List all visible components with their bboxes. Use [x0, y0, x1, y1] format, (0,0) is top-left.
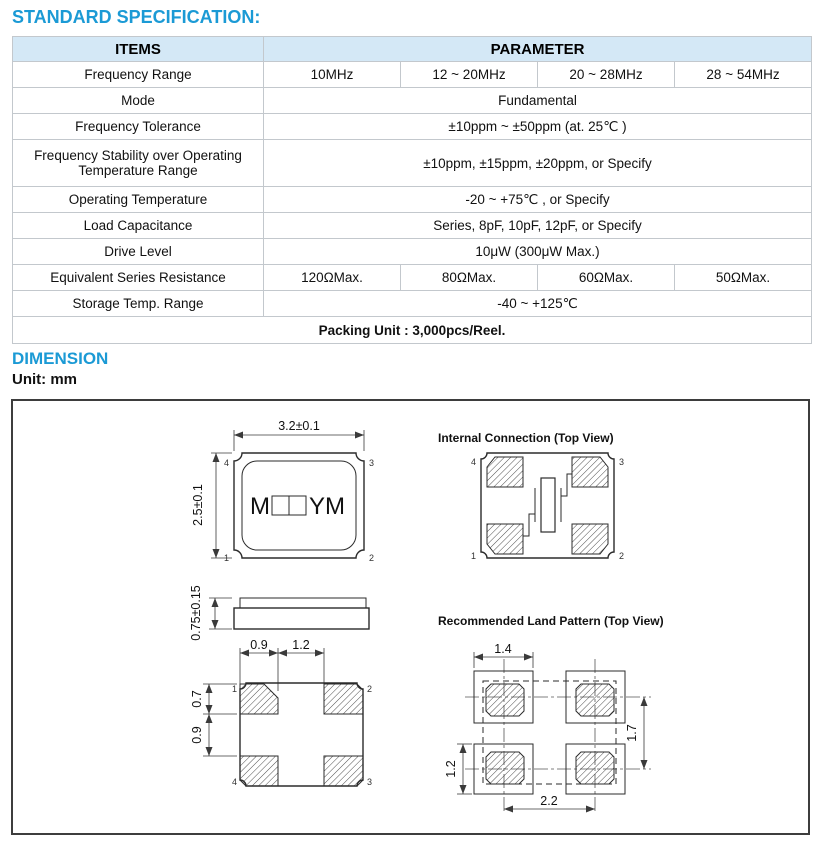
marking-box [289, 496, 306, 515]
row-value: 120ΩMax. [264, 265, 401, 291]
corner-pad [487, 457, 523, 487]
row-value: ±10ppm ~ ±50ppm (at. 25℃ ) [264, 114, 812, 140]
pin-label: 4 [231, 777, 237, 787]
row-label: Storage Temp. Range [13, 291, 264, 317]
row-label: Drive Level [13, 239, 264, 265]
dim-label-land-width: 1.4 [494, 642, 512, 656]
table-header-row [13, 37, 812, 62]
center-lines [465, 659, 651, 813]
pin-label: 2 [367, 684, 373, 694]
dim-label-row-pitch: 1.7 [625, 724, 639, 742]
row-value: -40 ~ +125℃ [264, 291, 812, 317]
pin-label: 3 [367, 777, 373, 787]
dimension-title: DIMENSION [12, 349, 109, 368]
table-row [13, 114, 812, 140]
bottom-view-vertical-dimensions [190, 684, 237, 756]
land-pattern-title: Recommended Land Pattern (Top View) [438, 614, 664, 628]
corner-pad [487, 524, 523, 554]
table-row [13, 317, 812, 344]
row-value: Series, 8pF, 10pF, 12pF, or Specify [264, 213, 812, 239]
dim-label-col-pitch: 2.2 [540, 794, 558, 808]
pin-label: 1 [223, 553, 229, 563]
dim-label-pad-gap: 1.2 [292, 638, 310, 652]
dimension-drawings [13, 401, 808, 833]
dim-label-pad-height: 0.7 [190, 690, 204, 708]
bottom-pad-3 [324, 756, 363, 786]
pin-label: 2 [369, 553, 375, 563]
page-title: STANDARD SPECIFICATION: [12, 7, 261, 27]
unit-label: Unit: mm [12, 371, 77, 388]
dimension-box [11, 399, 810, 835]
top-view-drawing [191, 419, 374, 563]
dim-label-side-height: 0.75±0.15 [189, 585, 203, 641]
row-label: Frequency Range [13, 62, 264, 88]
marking-box [272, 496, 289, 515]
table-row [13, 291, 812, 317]
table-row [13, 239, 812, 265]
row-label: Mode [13, 88, 264, 114]
corner-pad [572, 457, 608, 487]
row-value: 10μW (300μW Max.) [264, 239, 812, 265]
row-value: ±10ppm, ±15ppm, ±20ppm, or Specify [264, 140, 812, 187]
dim-label-top-width: 3.2±0.1 [278, 419, 320, 433]
row-value: 28 ~ 54MHz [675, 62, 812, 88]
crystal-symbol [523, 474, 572, 536]
bottom-view-drawing [190, 638, 372, 787]
package-lid [240, 598, 366, 608]
row-value: 80ΩMax. [401, 265, 538, 291]
row-label: Equivalent Series Resistance [13, 265, 264, 291]
land-pad-width-dimension [474, 642, 533, 668]
table-row [13, 265, 812, 291]
land-pad [486, 752, 524, 784]
table-row [13, 88, 812, 114]
header-items: ITEMS [13, 37, 264, 62]
dim-label-pad-width: 0.9 [250, 638, 268, 652]
row-value: Fundamental [264, 88, 812, 114]
row-value: 12 ~ 20MHz [401, 62, 538, 88]
package-body [234, 608, 369, 629]
row-value: 60ΩMax. [538, 265, 675, 291]
row-value: -20 ~ +75℃ , or Specify [264, 187, 812, 213]
land-pad [486, 684, 524, 716]
bottom-pad-1 [240, 684, 278, 714]
row-label: Frequency Tolerance [13, 114, 264, 140]
corner-pad [572, 524, 608, 554]
part-marking [250, 493, 345, 520]
pin-label: 4 [223, 458, 229, 468]
land-pad [576, 752, 614, 784]
header-parameter: PARAMETER [264, 37, 812, 62]
row-label: Load Capacitance [13, 213, 264, 239]
internal-connection-drawing [438, 431, 624, 561]
col-pitch-dimension [504, 794, 595, 809]
row-value: 50ΩMax. [675, 265, 812, 291]
top-view-height-dimension [191, 453, 232, 558]
top-view-width-dimension [234, 419, 364, 451]
table-row [13, 62, 812, 88]
packing-note: Packing Unit : 3,000pcs/Reel. [13, 317, 812, 344]
land-pattern-drawing [438, 614, 664, 813]
internal-connection-title: Internal Connection (Top View) [438, 431, 614, 445]
pin-label: 1 [470, 551, 476, 561]
table-row [13, 140, 812, 187]
land-pad [576, 684, 614, 716]
side-view-height-dimension [189, 585, 232, 641]
row-label: Frequency Stability over Operating Temperature Range [13, 140, 264, 187]
pin-label: 3 [619, 457, 625, 467]
table-row [13, 187, 812, 213]
marking-suffix: YM [309, 493, 345, 520]
table-row [13, 213, 812, 239]
bottom-pad-4 [240, 756, 278, 786]
marking-prefix: M [250, 493, 270, 520]
pin-label: 2 [619, 551, 625, 561]
row-pitch-dimension [625, 697, 644, 769]
pin-label: 1 [231, 684, 237, 694]
dim-label-top-height: 2.5±0.1 [191, 484, 205, 526]
dim-label-pad-vgap: 0.9 [190, 726, 204, 744]
pin-label: 4 [470, 457, 476, 467]
row-value: 10MHz [264, 62, 401, 88]
bottom-pad-2 [324, 684, 363, 714]
row-label: Operating Temperature [13, 187, 264, 213]
dim-label-land-height: 1.2 [444, 760, 458, 778]
pin-label: 3 [369, 458, 375, 468]
row-value: 20 ~ 28MHz [538, 62, 675, 88]
spec-table [12, 36, 812, 344]
side-view-drawing [189, 585, 369, 641]
